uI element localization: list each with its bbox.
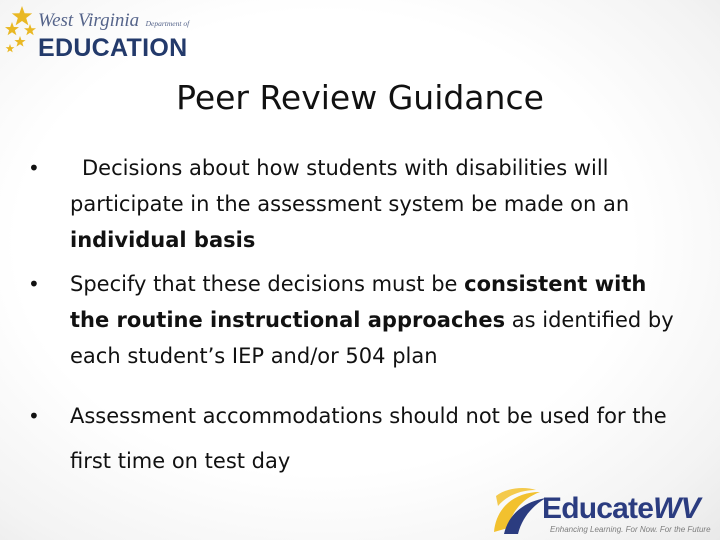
wv-department-of-education-logo [4,4,190,68]
bullet-dot-icon: • [28,272,40,296]
wv-logo-header [38,10,189,32]
star-icon [4,4,40,64]
bullet-item [26,266,686,374]
educate-wv-tagline: Enhancing Learning. For Now. For the Future [550,525,711,534]
wv-logo-agency-name: EDUCATION [38,34,188,62]
wv-logo-state-name: West Virginia [38,10,140,31]
bullet-item [26,394,686,484]
bullet-dot-icon: • [28,404,40,428]
educate-wv-wordmark: EducateWV [542,492,700,525]
bullet-text: Specify that these decisions must be consistent with the routine instructional approaches as identified by each student’s IEP and/or 504 plan [70,272,674,368]
bullet-list [26,150,686,492]
bullet-dot-icon: • [28,156,40,180]
bullet-text: Assessment accommodations should not be used for the first time on test day [70,404,667,473]
bullet-text: Decisions about how students with disabilities will participate in the assessment system be made on an individual basis [70,156,630,252]
educate-wv-logo [490,486,716,538]
slide-title: Peer Review Guidance [176,78,544,117]
wv-logo-department-label: Department of [145,19,190,28]
bullet-item [26,150,686,258]
